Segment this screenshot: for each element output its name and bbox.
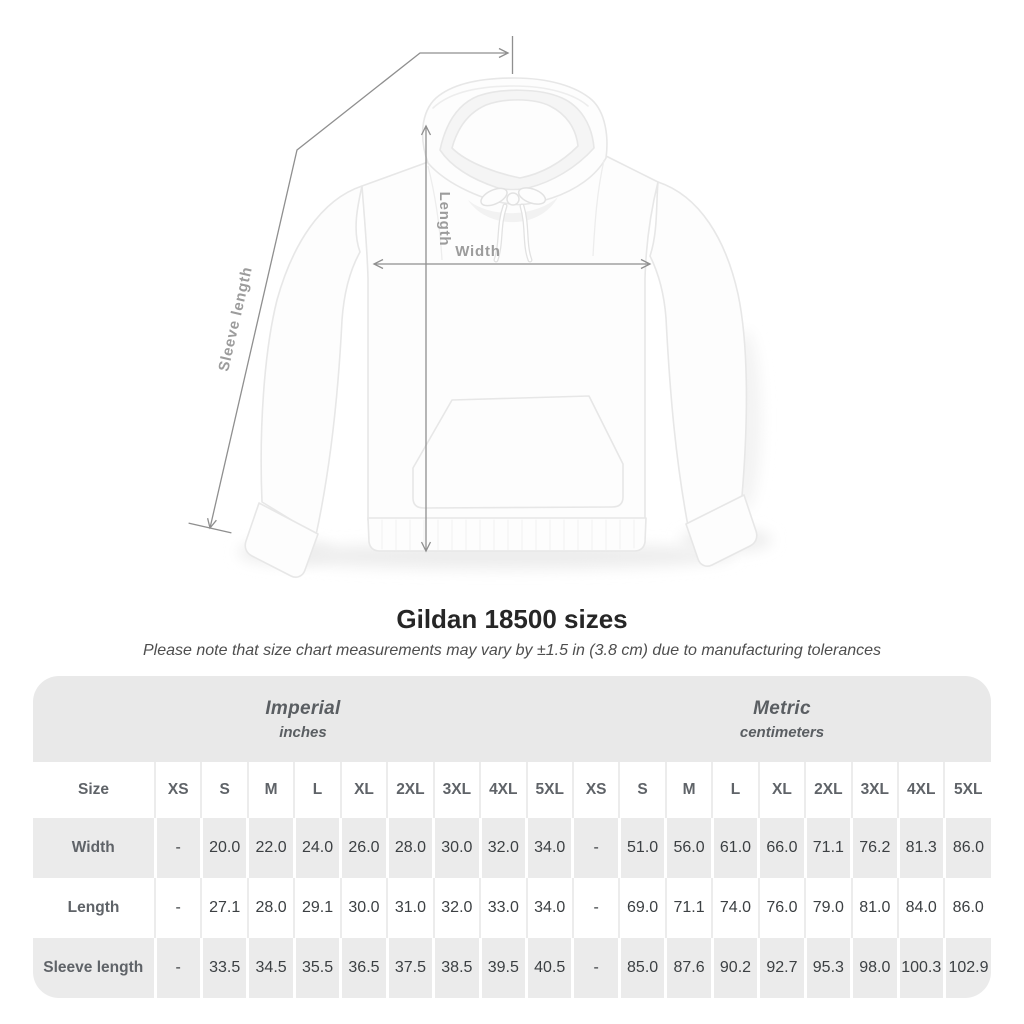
cell: 102.9	[944, 938, 991, 998]
cell: -	[155, 878, 201, 938]
col-header: S	[619, 762, 665, 818]
cell: 32.0	[480, 818, 526, 878]
cell: 86.0	[944, 878, 991, 938]
cell: -	[573, 818, 619, 878]
cell: 69.0	[619, 878, 665, 938]
table-row-sleeve-length	[33, 938, 991, 998]
cell: 38.5	[434, 938, 480, 998]
width-label: Width	[455, 243, 501, 260]
size-chart-table	[33, 676, 991, 998]
hoodie-right-sleeve	[650, 182, 746, 526]
col-header: L	[294, 762, 340, 818]
heading	[0, 604, 1024, 661]
cell: 51.0	[619, 818, 665, 878]
cell: 71.1	[805, 818, 851, 878]
imperial-group-header	[33, 676, 573, 762]
cell: 29.1	[294, 878, 340, 938]
cell: 22.0	[248, 818, 294, 878]
cell: 98.0	[852, 938, 898, 998]
cell: 81.3	[898, 818, 944, 878]
col-header: 3XL	[852, 762, 898, 818]
col-header: 5XL	[944, 762, 991, 818]
col-header: 5XL	[527, 762, 573, 818]
col-header: S	[201, 762, 247, 818]
col-header: XS	[155, 762, 201, 818]
cell: 32.0	[434, 878, 480, 938]
cell: 30.0	[434, 818, 480, 878]
page-title: Gildan 18500 sizes	[396, 604, 628, 634]
sleeve-length-label: Sleeve length	[215, 264, 256, 374]
cell: 76.0	[759, 878, 805, 938]
cell: 33.0	[480, 878, 526, 938]
tolerance-note: Please note that size chart measurements may vary by ±1.5 in (3.8 cm) due to manufacturing tolerances	[142, 642, 882, 659]
cell: 36.5	[341, 938, 387, 998]
col-header: 4XL	[480, 762, 526, 818]
cell: 90.2	[712, 938, 758, 998]
cell: 31.0	[387, 878, 433, 938]
col-header: XS	[573, 762, 619, 818]
cell: 39.5	[480, 938, 526, 998]
col-header: 3XL	[434, 762, 480, 818]
imperial-label: Imperial	[265, 697, 341, 719]
table-row-width	[33, 818, 991, 878]
cell: 81.0	[852, 878, 898, 938]
cell: 26.0	[341, 818, 387, 878]
cell: -	[573, 938, 619, 998]
size-header-row	[33, 762, 991, 818]
col-header: L	[712, 762, 758, 818]
cell: 86.0	[944, 818, 991, 878]
cell: 87.6	[666, 938, 712, 998]
row-label: Length	[33, 878, 155, 938]
col-header: 4XL	[898, 762, 944, 818]
row-label: Width	[33, 818, 155, 878]
col-header: XL	[341, 762, 387, 818]
cell: 85.0	[619, 938, 665, 998]
cell: 66.0	[759, 818, 805, 878]
metric-label: Metric	[753, 697, 811, 719]
cell: 30.0	[341, 878, 387, 938]
length-label: Length	[436, 191, 453, 247]
col-header: 2XL	[387, 762, 433, 818]
cell: 34.0	[527, 818, 573, 878]
cell: 92.7	[759, 938, 805, 998]
cell: 79.0	[805, 878, 851, 938]
cell: 34.0	[527, 878, 573, 938]
metric-unit: centimeters	[739, 723, 825, 741]
table-row-length	[33, 878, 991, 938]
col-header: M	[248, 762, 294, 818]
metric-group-header	[573, 676, 991, 762]
cell: 100.3	[898, 938, 944, 998]
col-header: 2XL	[805, 762, 851, 818]
hoodie-illustration	[245, 78, 757, 577]
cell: 95.3	[805, 938, 851, 998]
imperial-unit: inches	[279, 723, 327, 741]
cell: 40.5	[527, 938, 573, 998]
cell: 76.2	[852, 818, 898, 878]
cell: 27.1	[201, 878, 247, 938]
size-chart	[33, 676, 991, 998]
cell: 33.5	[201, 938, 247, 998]
cell: 74.0	[712, 878, 758, 938]
hoodie-pocket	[413, 396, 623, 508]
cell: 35.5	[294, 938, 340, 998]
cell: -	[155, 818, 201, 878]
cell: 24.0	[294, 818, 340, 878]
size-corner-header: Size	[77, 781, 109, 798]
cell: 37.5	[387, 938, 433, 998]
cell: 20.0	[201, 818, 247, 878]
cell: -	[155, 938, 201, 998]
cell: 28.0	[248, 878, 294, 938]
unit-group-row	[33, 676, 991, 762]
cell: 61.0	[712, 818, 758, 878]
cell: 28.0	[387, 818, 433, 878]
cell: 71.1	[666, 878, 712, 938]
cell: 84.0	[898, 878, 944, 938]
col-header: XL	[759, 762, 805, 818]
row-label: Sleeve length	[33, 938, 155, 998]
cell: 34.5	[248, 938, 294, 998]
cell: -	[573, 878, 619, 938]
col-header: M	[666, 762, 712, 818]
cell: 56.0	[666, 818, 712, 878]
